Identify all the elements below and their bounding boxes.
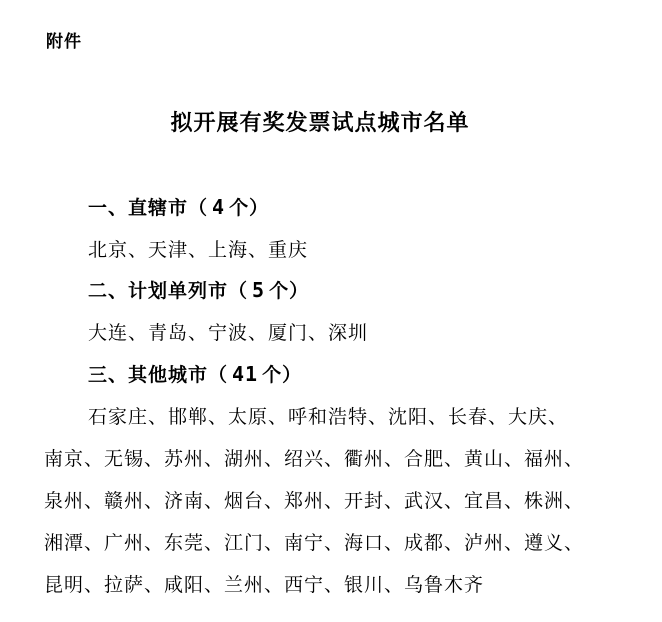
section-heading-prefix: 一、直辖市（ [88, 197, 209, 219]
section-heading-suffix: 个） [229, 197, 270, 219]
section-heading-municipalities [88, 193, 269, 222]
section-count: 5 [252, 278, 266, 302]
section-heading-suffix: 个） [269, 280, 310, 302]
section-count: 4 [212, 195, 226, 219]
city-list-line: 昆明、拉萨、咸阳、兰州、西宁、银川、乌鲁木齐 [44, 574, 485, 596]
city-list-line: 石家庄、邯郸、太原、呼和浩特、沈阳、长春、大庆、 [88, 406, 569, 428]
document-title: 拟开展有奖发票试点城市名单 [170, 110, 470, 136]
attachment-label: 附件 [46, 32, 82, 52]
city-list-line: 北京、天津、上海、重庆 [88, 239, 309, 261]
section-heading-prefix: 二、计划单列市（ [88, 280, 249, 302]
section-heading-suffix: 个） [262, 364, 303, 386]
city-list-line: 湘潭、广州、东莞、江门、南宁、海口、成都、泸州、遵义、 [44, 532, 585, 554]
section-count: 41 [232, 362, 259, 386]
city-list-line: 南京、无锡、苏州、湖州、绍兴、衢州、合肥、黄山、福州、 [44, 448, 585, 470]
city-list-line: 泉州、赣州、济南、烟台、郑州、开封、武汉、宜昌、株洲、 [44, 490, 585, 512]
section-heading-other-cities [88, 360, 302, 389]
section-heading-separately-listed-cities [88, 276, 309, 305]
city-list-line: 大连、青岛、宁波、厦门、深圳 [88, 322, 369, 344]
section-heading-prefix: 三、其他城市（ [88, 364, 229, 386]
